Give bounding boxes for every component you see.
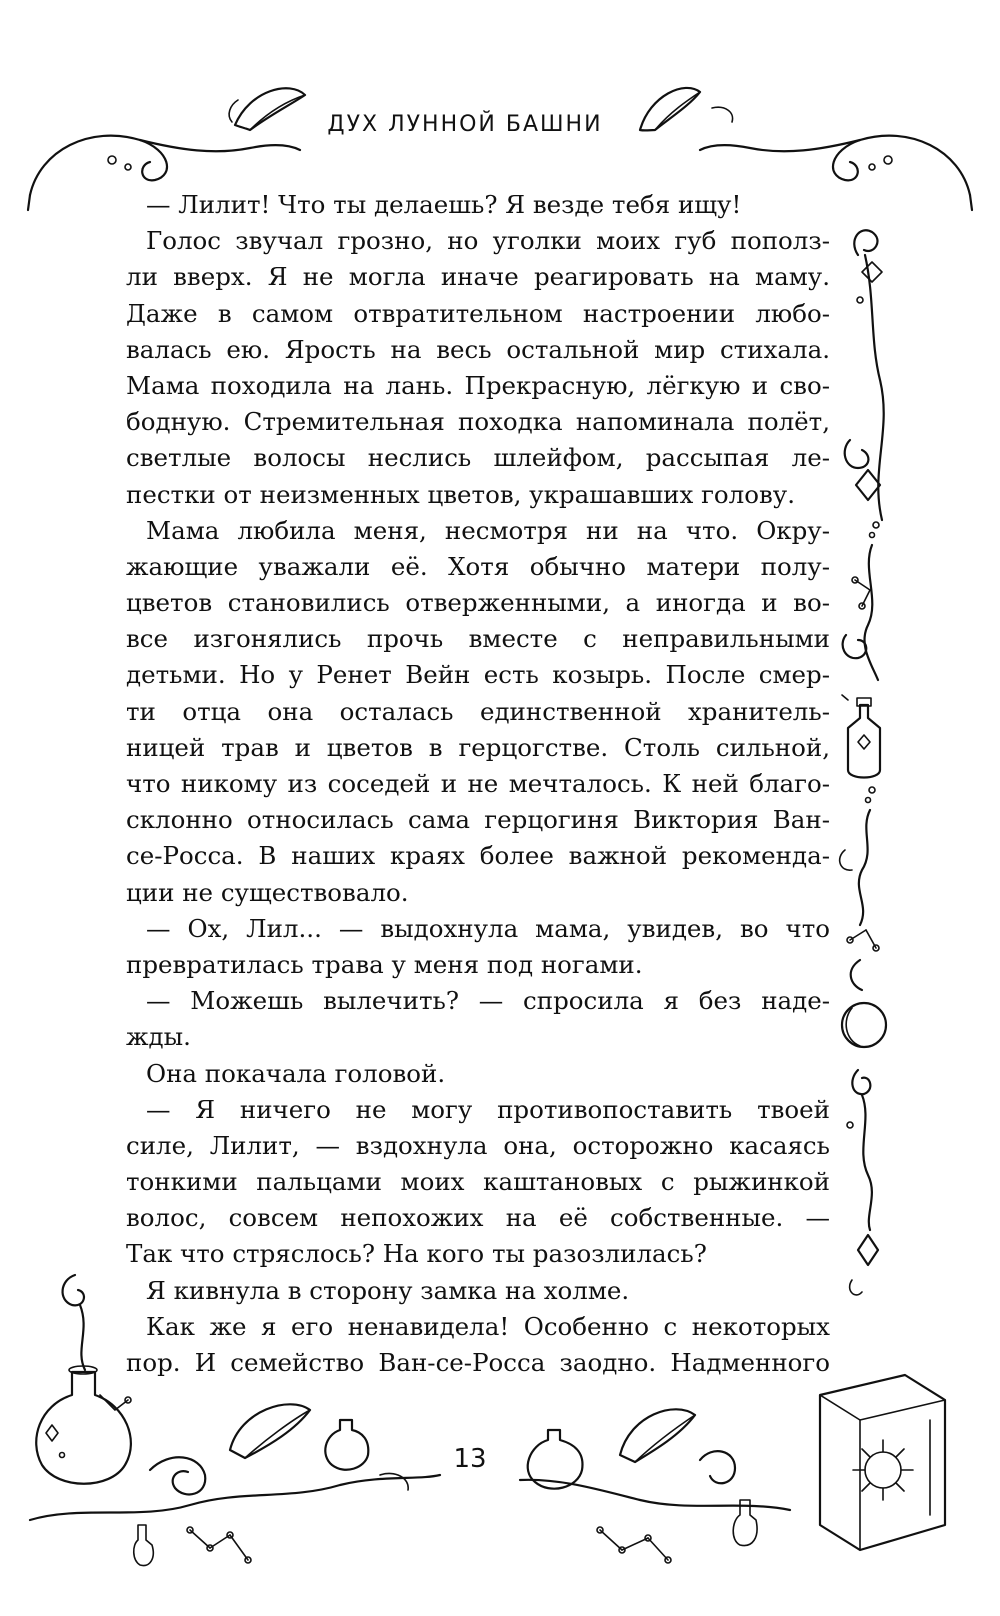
text-line: волос, совсем непохожих на её собственные. — [126,1203,830,1233]
text-line: пестки от неизменных цветов, украшавших голову. [126,479,795,509]
text-line: Так что стряслось? На кого ты разозлилась? [126,1239,707,1269]
running-head-title: ДУХ ЛУННОЙ БАШНИ [327,112,603,137]
text-line: светлые волосы неслись шлейфом, рассыпая ле- [126,443,830,473]
text-line: — Лилит! Что ты делаешь? Я везде тебя ищу! [146,190,742,219]
text-line: тонкими пальцами моих каштановых с рыжинкой [126,1167,830,1197]
text-line: Мама походила на лань. Прекрасную, лёгкую и сво- [126,370,830,400]
text-line: валась ею. Ярость на весь остальной мир стихала. [126,334,830,364]
text-line: цветов становились отверженными, а иногда и во- [126,588,830,618]
text-line: жающие уважали её. Хотя обычно матери полу- [126,551,830,581]
text-line: — Можешь вылечить? — спросила я без наде- [146,986,830,1016]
text-line: — Я ничего не могу противопоставить твоей [146,1094,830,1124]
text-line: се-Росса. В наших краях более важной рекоменда- [126,841,830,871]
text-line: превратилась трава у меня под ногами. [126,949,643,979]
text-line: бодную. Стремительная походка напоминала полёт, [126,407,830,437]
text-line: ции не существовало. [126,877,409,907]
text-line: ницей трав и цветов в герцогстве. Столь сильной, [126,732,830,762]
text-line: детьми. Но у Ренет Вейн есть козырь. После смер- [126,660,830,690]
body-text [126,187,830,1381]
text-line: Я кивнула в сторону замка на холме. [146,1275,630,1305]
text-line: пор. И семейство Ван-се-Росса заодно. Надменного [126,1348,830,1377]
text-line: жды. [126,1022,191,1052]
text-line: склонно относилась сама герцогиня Виктория Ван- [126,805,830,835]
text-line: ли вверх. Я не могла иначе реагировать на маму. [126,262,830,292]
text-line: что никому из соседей и не мечталось. К ней благо- [126,769,830,798]
text-line: Она покачала головой. [146,1058,446,1088]
text-line: Мама любила меня, несмотря ни на что. Окру- [146,515,830,545]
text-line: все изгонялись прочь вместе с неправильными [126,624,830,654]
page-number: 13 [453,1444,487,1474]
bottom-right-ornament [520,1375,945,1563]
text-line: силе, Лилит, — вздохнула она, осторожно касаясь [126,1130,830,1160]
text-line: Голос звучал грозно, но уголки моих губ пополз- [146,226,830,256]
text-line: — Ох, Лил... — выдохнула мама, увидев, во что [146,913,830,943]
text-line: ти отца она осталась единственной хранитель- [126,696,830,726]
text-line: Даже в самом отвратительном настроении любо- [126,298,830,328]
right-margin-vine [840,230,886,1295]
text-line: Как же я его ненавидела! Особенно с некоторых [146,1311,830,1341]
